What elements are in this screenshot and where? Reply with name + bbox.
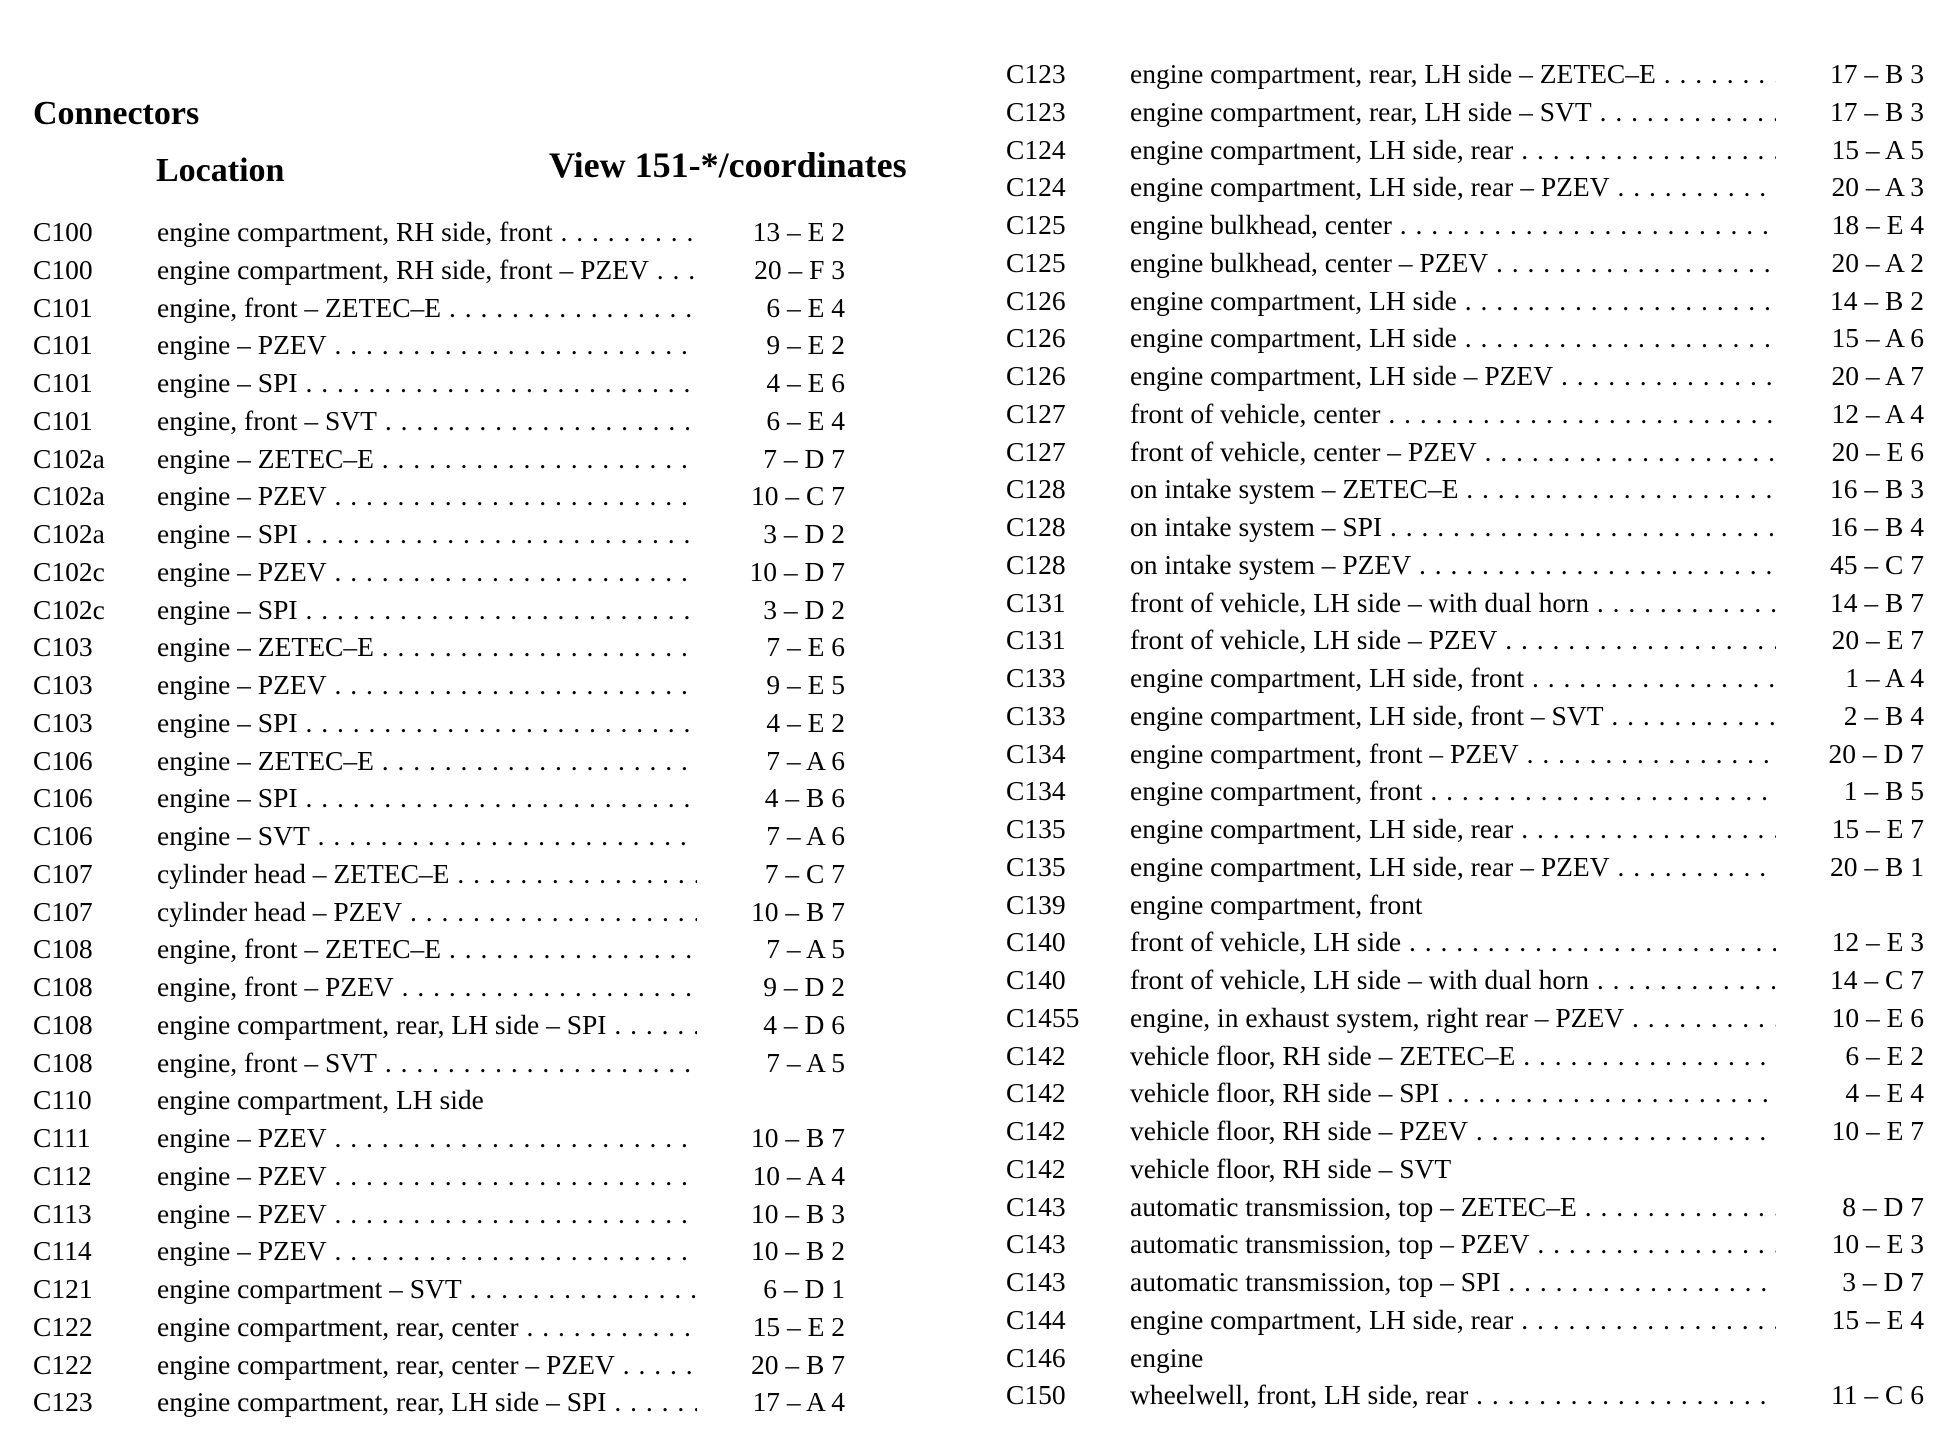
connector-coordinates: 1 – A 4 xyxy=(1776,659,1924,697)
connector-code: C125 xyxy=(1006,209,1066,240)
connector-code: C131 xyxy=(1006,624,1066,656)
connector-coordinates: 6 – E 4 xyxy=(697,289,845,327)
connector-code: C124 xyxy=(1006,133,1066,165)
connector-code: C106 xyxy=(33,744,93,776)
connector-location: front of vehicle, LH side – PZEV . . . xyxy=(1130,621,1793,659)
connector-coordinates: 20 – E 6 xyxy=(1776,433,1924,471)
connector-coordinates: 7 – A 5 xyxy=(697,930,845,968)
connector-coordinates: 7 – A 6 xyxy=(697,817,845,855)
connector-location: front of vehicle, LH side – with dual horn . . . xyxy=(1130,584,1793,622)
connector-code: C134 xyxy=(1006,737,1066,769)
connector-location: engine – PZEV . . . xyxy=(157,1119,832,1157)
connector-location: automatic transmission, top – SPI . . . xyxy=(1130,1263,1793,1301)
connector-coordinates: 3 – D 7 xyxy=(1776,1263,1924,1301)
connector-coordinates: 17 – B 3 xyxy=(1776,55,1924,93)
connector-coordinates: 10 – B 7 xyxy=(697,893,845,931)
connector-location: engine – PZEV . . . xyxy=(157,553,832,591)
connector-coordinates: 4 – B 6 xyxy=(697,779,845,817)
connector-coordinates: 10 – E 6 xyxy=(1776,999,1924,1037)
connector-coordinates: 17 – A 4 xyxy=(697,1383,845,1421)
connector-code: C103 xyxy=(33,669,93,700)
connector-coordinates: 18 – E 4 xyxy=(1776,206,1924,244)
connector-code: C133 xyxy=(1006,662,1066,693)
connector-code: C142 xyxy=(1006,1039,1066,1071)
connector-location: engine – PZEV . . . xyxy=(157,1157,832,1195)
connector-location: automatic transmission, top – ZETEC–E . . . xyxy=(1130,1188,1793,1226)
connector-coordinates: 10 – B 3 xyxy=(697,1195,845,1233)
connector-code: C113 xyxy=(33,1197,92,1229)
connector-coordinates: 11 – C 6 xyxy=(1776,1376,1924,1414)
connector-location: engine xyxy=(1130,1341,1204,1373)
connector-code: C112 xyxy=(33,1159,92,1191)
connector-location: cylinder head – ZETEC–E . . . xyxy=(157,855,832,893)
connector-coordinates: 6 – E 2 xyxy=(1776,1037,1924,1075)
connector-code: C135 xyxy=(1006,850,1066,882)
connector-code: C133 xyxy=(1006,699,1066,731)
connector-code: C135 xyxy=(1006,813,1066,844)
connector-coordinates: 16 – B 3 xyxy=(1776,470,1924,508)
connector-code: C101 xyxy=(33,367,93,398)
connector-coordinates: 3 – D 2 xyxy=(697,591,845,629)
connector-code: C101 xyxy=(33,404,93,436)
connector-location: engine – PZEV . . . xyxy=(157,477,832,515)
connector-location: vehicle floor, RH side – PZEV . . . xyxy=(1130,1112,1793,1150)
connector-code: C101 xyxy=(33,329,93,361)
connector-coordinates: 4 – D 6 xyxy=(697,1006,845,1044)
connector-code: C143 xyxy=(1006,1228,1066,1260)
connector-coordinates: 1 – B 5 xyxy=(1776,772,1924,810)
connector-code: C110 xyxy=(33,1084,92,1116)
connector-location: engine – SPI . . . xyxy=(157,779,832,817)
connector-code: C1455 xyxy=(1006,1001,1080,1033)
connector-location: engine bulkhead, center . . . xyxy=(1130,206,1793,244)
connector-location: engine – SPI . . . xyxy=(157,704,832,742)
connector-code: C108 xyxy=(33,1046,93,1078)
connector-coordinates: 10 – D 7 xyxy=(697,553,845,591)
connector-code: C103 xyxy=(33,706,93,738)
connector-code: C142 xyxy=(1006,1077,1066,1109)
connector-location: engine compartment, LH side, rear – PZEV . . . xyxy=(1130,848,1793,886)
connector-code: C108 xyxy=(33,933,93,965)
connector-code: C127 xyxy=(1006,435,1066,467)
connector-coordinates: 12 – A 4 xyxy=(1776,395,1924,433)
connector-code: C126 xyxy=(1006,322,1066,354)
connector-location: cylinder head – PZEV . . . xyxy=(157,893,832,931)
connector-coordinates: 20 – B 7 xyxy=(697,1346,845,1384)
connector-code: C114 xyxy=(33,1235,92,1267)
connector-location: vehicle floor, RH side – SPI . . . xyxy=(1130,1074,1793,1112)
connector-location: engine compartment, RH side, front . . . xyxy=(157,213,832,251)
connector-location: engine compartment, rear, LH side – SVT . . . xyxy=(1130,93,1793,131)
connector-coordinates: 9 – E 5 xyxy=(697,666,845,704)
connector-coordinates: 3 – D 2 xyxy=(697,515,845,553)
connector-code: C101 xyxy=(33,291,93,323)
connector-coordinates: 20 – D 7 xyxy=(1776,735,1924,773)
connector-location: engine – SVT . . . xyxy=(157,817,832,855)
connector-location: engine, front – PZEV . . . xyxy=(157,968,832,1006)
connector-location: engine compartment, rear, LH side – SPI . . . xyxy=(157,1006,832,1044)
connector-coordinates: 16 – B 4 xyxy=(1776,508,1924,546)
connector-coordinates: 6 – D 1 xyxy=(697,1270,845,1308)
connector-coordinates: 7 – A 5 xyxy=(697,1044,845,1082)
connector-code: C142 xyxy=(1006,1115,1066,1146)
connector-coordinates: 7 – A 6 xyxy=(697,742,845,780)
connector-code: C102a xyxy=(33,442,105,474)
connector-coordinates: 20 – F 3 xyxy=(697,251,845,289)
connector-code: C123 xyxy=(1006,95,1066,127)
connector-location: on intake system – ZETEC–E . . . xyxy=(1130,470,1793,508)
connector-location: engine compartment, rear, center . . . xyxy=(157,1308,832,1346)
connector-coordinates: 10 – E 3 xyxy=(1776,1225,1924,1263)
connector-code: C146 xyxy=(1006,1341,1066,1373)
connector-location: engine bulkhead, center – PZEV . . . xyxy=(1130,244,1793,282)
connector-coordinates: 12 – E 3 xyxy=(1776,923,1924,961)
connector-code: C102c xyxy=(33,555,105,587)
connector-coordinates: 7 – E 6 xyxy=(697,628,845,666)
connector-coordinates: 4 – E 2 xyxy=(697,704,845,742)
connector-code: C126 xyxy=(1006,360,1066,391)
connector-location: engine – ZETEC–E . . . xyxy=(157,628,832,666)
page-title: Connectors xyxy=(33,95,200,132)
connector-code: C127 xyxy=(1006,397,1066,429)
connector-location: engine, front – ZETEC–E . . . xyxy=(157,289,832,327)
connector-code: C150 xyxy=(1006,1379,1066,1411)
connector-location: vehicle floor, RH side – SVT xyxy=(1130,1152,1452,1184)
connector-location: engine compartment, RH side, front – PZEV . . . xyxy=(157,251,832,289)
connector-code: C143 xyxy=(1006,1190,1066,1222)
connector-code: C106 xyxy=(33,782,93,814)
connector-code: C124 xyxy=(1006,171,1066,203)
connector-location: engine compartment, LH side, front . . . xyxy=(1130,659,1793,697)
connector-coordinates: 10 – B 2 xyxy=(697,1232,845,1270)
connector-code: C106 xyxy=(33,820,93,851)
connector-coordinates: 9 – D 2 xyxy=(697,968,845,1006)
connector-location: wheelwell, front, LH side, rear . . . xyxy=(1130,1376,1793,1414)
connector-location: engine compartment, LH side, rear – PZEV . . . xyxy=(1130,168,1793,206)
connector-coordinates: 4 – E 4 xyxy=(1776,1074,1924,1112)
connector-location: front of vehicle, center . . . xyxy=(1130,395,1793,433)
connector-coordinates: 15 – A 5 xyxy=(1776,131,1924,169)
connector-location: engine compartment, front . . . xyxy=(1130,772,1793,810)
connector-code: C144 xyxy=(1006,1303,1066,1335)
connector-code: C121 xyxy=(33,1273,93,1304)
connector-code: C128 xyxy=(1006,548,1066,580)
connector-code: C100 xyxy=(33,216,93,247)
connector-code: C143 xyxy=(1006,1266,1066,1297)
connector-coordinates: 4 – E 6 xyxy=(697,364,845,402)
connector-coordinates: 10 – C 7 xyxy=(697,477,845,515)
connector-coordinates: 14 – C 7 xyxy=(1776,961,1924,999)
connector-location: engine – PZEV . . . xyxy=(157,666,832,704)
connector-location: engine compartment, LH side . . . xyxy=(1130,282,1793,320)
connector-code: C102a xyxy=(33,480,105,512)
connector-location: engine compartment, rear, LH side – ZETEC–E . . . xyxy=(1130,55,1793,93)
connector-coordinates: 15 – A 6 xyxy=(1776,319,1924,357)
connector-code: C111 xyxy=(33,1122,91,1153)
connector-code: C108 xyxy=(33,971,93,1002)
connector-code: C123 xyxy=(33,1386,93,1418)
location-column-header: Location xyxy=(156,152,285,189)
connector-location: on intake system – SPI . . . xyxy=(1130,508,1793,546)
connector-code: C102a xyxy=(33,518,105,549)
connector-coordinates: 10 – A 4 xyxy=(697,1157,845,1195)
connector-location: vehicle floor, RH side – ZETEC–E . . . xyxy=(1130,1037,1793,1075)
connector-code: C107 xyxy=(33,895,93,927)
connector-location: engine compartment, LH side – PZEV . . . xyxy=(1130,357,1793,395)
connector-coordinates: 7 – C 7 xyxy=(697,855,845,893)
connector-location: engine compartment, LH side xyxy=(157,1084,484,1116)
connector-location: engine – ZETEC–E . . . xyxy=(157,742,832,780)
connector-location: front of vehicle, LH side . . . xyxy=(1130,923,1793,961)
connector-coordinates: 14 – B 7 xyxy=(1776,584,1924,622)
connector-coordinates: 15 – E 4 xyxy=(1776,1301,1924,1339)
connector-code: C139 xyxy=(1006,888,1066,920)
connector-coordinates: 45 – C 7 xyxy=(1776,546,1924,584)
connector-code: C142 xyxy=(1006,1152,1066,1184)
connector-code: C123 xyxy=(1006,58,1066,89)
connector-coordinates: 15 – E 2 xyxy=(697,1308,845,1346)
connector-code: C140 xyxy=(1006,926,1066,958)
connector-code: C134 xyxy=(1006,775,1066,807)
connector-coordinates: 13 – E 2 xyxy=(697,213,845,251)
connector-location: engine compartment, front – PZEV . . . xyxy=(1130,735,1793,773)
connector-coordinates: 20 – E 7 xyxy=(1776,621,1924,659)
connector-location: engine – PZEV . . . xyxy=(157,1232,832,1270)
connector-code: C103 xyxy=(33,631,93,663)
connector-code: C102c xyxy=(33,593,105,625)
connector-location: engine compartment, LH side, front – SVT . . . xyxy=(1130,697,1793,735)
connector-location: engine compartment, LH side, rear . . . xyxy=(1130,131,1793,169)
connector-code: C100 xyxy=(33,253,93,285)
connector-location: on intake system – PZEV . . . xyxy=(1130,546,1793,584)
connector-coordinates: 20 – A 3 xyxy=(1776,168,1924,206)
connector-location: front of vehicle, center – PZEV . . . xyxy=(1130,433,1793,471)
connector-location: engine compartment, LH side, rear . . . xyxy=(1130,810,1793,848)
connector-code: C108 xyxy=(33,1008,93,1040)
connector-location: engine – SPI . . . xyxy=(157,364,832,402)
connector-location: engine compartment, rear, LH side – SPI . . . xyxy=(157,1383,832,1421)
connector-code: C122 xyxy=(33,1348,93,1380)
connector-location: engine – PZEV . . . xyxy=(157,1195,832,1233)
connector-location: engine, front – SVT . . . xyxy=(157,1044,832,1082)
connector-location: front of vehicle, LH side – with dual horn . . . xyxy=(1130,961,1793,999)
connector-coordinates: 6 – E 4 xyxy=(697,402,845,440)
connector-code: C128 xyxy=(1006,511,1066,542)
connector-location: engine, front – ZETEC–E . . . xyxy=(157,930,832,968)
connector-location: engine, in exhaust system, right rear – PZEV . . . xyxy=(1130,999,1793,1037)
connector-code: C126 xyxy=(1006,284,1066,316)
connector-location: engine, front – SVT . . . xyxy=(157,402,832,440)
connector-code: C107 xyxy=(33,857,93,889)
view-column-header: View 151-*/coordinates xyxy=(549,145,907,185)
connector-location: engine compartment, front xyxy=(1130,888,1423,920)
connector-coordinates: 20 – A 7 xyxy=(1776,357,1924,395)
connector-coordinates: 9 – E 2 xyxy=(697,326,845,364)
connector-location: engine compartment, LH side, rear . . . xyxy=(1130,1301,1793,1339)
connector-code: C131 xyxy=(1006,586,1066,618)
connector-coordinates: 20 – B 1 xyxy=(1776,848,1924,886)
connector-code: C140 xyxy=(1006,964,1066,995)
connector-coordinates: 10 – E 7 xyxy=(1776,1112,1924,1150)
connector-coordinates: 2 – B 4 xyxy=(1776,697,1924,735)
connector-location: engine – SPI . . . xyxy=(157,515,832,553)
connector-coordinates: 7 – D 7 xyxy=(697,440,845,478)
connector-location: engine – SPI . . . xyxy=(157,591,832,629)
connector-coordinates: 14 – B 2 xyxy=(1776,282,1924,320)
connector-coordinates: 10 – B 7 xyxy=(697,1119,845,1157)
connector-coordinates: 8 – D 7 xyxy=(1776,1188,1924,1226)
connector-code: C122 xyxy=(33,1310,93,1342)
connector-code: C125 xyxy=(1006,246,1066,278)
connector-coordinates: 20 – A 2 xyxy=(1776,244,1924,282)
connector-location: engine compartment, LH side . . . xyxy=(1130,319,1793,357)
connector-coordinates: 15 – E 7 xyxy=(1776,810,1924,848)
connector-location: engine compartment – SVT . . . xyxy=(157,1270,832,1308)
connector-location: engine – ZETEC–E . . . xyxy=(157,440,832,478)
connector-location: automatic transmission, top – PZEV . . . xyxy=(1130,1225,1793,1263)
connector-coordinates: 17 – B 3 xyxy=(1776,93,1924,131)
connector-location: engine compartment, rear, center – PZEV . . . xyxy=(157,1346,832,1384)
connector-code: C128 xyxy=(1006,473,1066,505)
connector-location: engine – PZEV . . . xyxy=(157,326,832,364)
